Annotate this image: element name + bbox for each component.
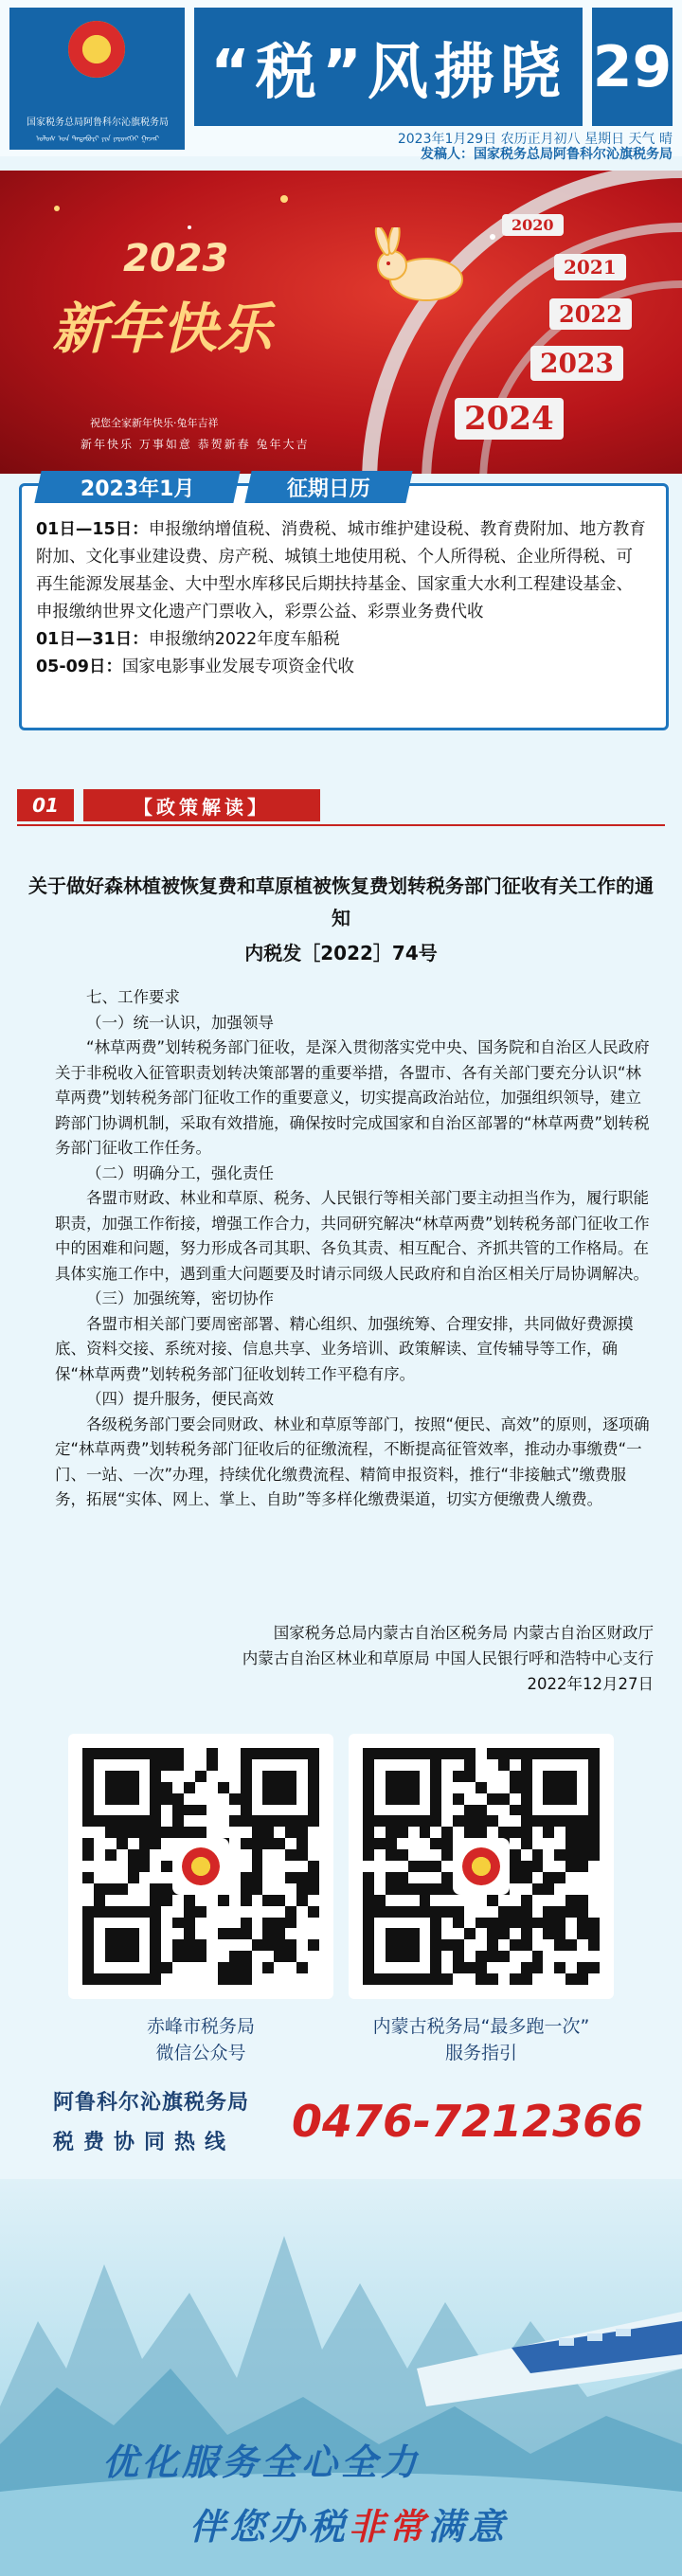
notice-title: 关于做好森林植被恢复费和草原植被恢复费划转税务部门征收有关工作的通知: [28, 874, 654, 929]
signatory-line: 内蒙古自治区林业和草原局 中国人民银行呼和浩特中心支行: [242, 1649, 654, 1667]
banner-greeting: 新年快乐: [52, 297, 273, 361]
hotline-label: 税费协同热线: [53, 2131, 236, 2154]
logo-bureau-name: 国家税务总局阿鲁科尔沁旗税务局: [27, 117, 169, 128]
sub-heading: （二）明确分工，强化责任: [86, 1163, 274, 1182]
notice-document-number: 内税发［2022］74号: [244, 942, 438, 964]
paragraph: 各盟市相关部门要周密部署、精心组织、加强统筹、合理安排，共同做好费源摸底、资料交接、系统对接、信息共享、业务培训、政策解读、宣传辅导等工作，确保“林草两费”划转税务部门征收划转工作平稳有序。: [55, 1314, 634, 1383]
hotline-org: 阿鲁科尔沁旗税务局: [53, 2091, 250, 2115]
sub-heading: （三）加强统筹，密切协作: [86, 1289, 274, 1307]
sub-heading: （四）提升服务，便民高效: [86, 1390, 274, 1408]
calendar-items: [36, 516, 647, 681]
hotline-phone[interactable]: 0476-7212366: [292, 2096, 644, 2147]
issue-number: 29: [592, 8, 673, 126]
qr-card-chifeng: [68, 1734, 333, 1999]
banner-year: 2023: [123, 237, 229, 280]
publisher-line: 发稿人：国家税务总局阿鲁科尔沁旗税务局: [421, 147, 673, 162]
slogan-line-1: 优化服务全心全力: [102, 2441, 422, 2483]
sub-heading: （一）统一认识，加强领导: [86, 1013, 274, 1032]
signature-date: 2022年12月27日: [527, 1675, 654, 1693]
year-tag-2024: 2024: [455, 398, 564, 440]
policy-section-number: 01: [17, 789, 74, 821]
policy-section-label: 【政策解读】: [83, 789, 320, 821]
year-tag-2020: 2020: [502, 214, 564, 236]
signatory-line: 国家税务总局内蒙古自治区税务局 内蒙古自治区财政厅: [273, 1624, 654, 1642]
year-tag-2021: 2021: [554, 254, 626, 280]
banner-small-text: 祝您全家新年快乐·兔年吉祥: [90, 417, 219, 429]
qr-logo-icon: [453, 1838, 510, 1895]
year-tag-2023: 2023: [530, 346, 623, 381]
qr-card-inner-mongolia: [349, 1734, 614, 1999]
notice-body: [55, 985, 654, 1513]
notice-signatories: [55, 1620, 654, 1697]
paragraph: 各级税务部门要会同财政、林业和草原等部门，按照“便民、高效”的原则，逐项确定“林草两费”划转税务部门征收后的征缴流程，不断提高征管效率，推动办事缴费“一门、一站、一次”办理，持续优化缴费流程、精简申报资料，推行“非接触式”缴费服务，拓展“实体、网上、掌上、自助”等多样化缴费渠道，切实方便缴费人缴费。: [55, 1414, 650, 1508]
qr-caption-inner-mongolia: 内蒙古税务局“最多跑一次” 服务指引: [372, 2016, 590, 2063]
year-tag-2022: 2022: [549, 298, 632, 330]
calendar-month-label: 2023年1月: [34, 471, 240, 503]
qr-logo-icon: [172, 1838, 229, 1895]
calendar-item: 01日—31日：申报缴纳2022年度车船税: [36, 630, 340, 649]
banner-wishes: 新年快乐 万事如意 恭贺新春 兔年大吉: [81, 438, 310, 451]
rabbit-icon: [360, 227, 474, 313]
calendar-title-label: 征期日历: [244, 471, 412, 503]
calendar-item: 05-09日：国家电影事业发展专项资金代收: [36, 658, 354, 676]
paragraph: “林草两费”划转税务部门征收，是深入贯彻落实党中央、国务院和自治区人民政府关于非税收入征管职责划转决策部署的重要举措，各盟市、各有关部门要充分认识“林草两费”划转税务部门征收工作的重要意义，切实提高政治站位，加强组织领导，建立跨部门协调机制，采取有效措施，确保按时完成国家和自治区部署的“林草两费”划转税务部门征收工作任务。: [55, 1038, 650, 1157]
policy-divider: [17, 824, 665, 826]
section-heading: 七、工作要求: [86, 988, 180, 1006]
new-year-banner: [0, 171, 682, 474]
slogan-line-2: 伴您办税非常满意: [189, 2506, 509, 2548]
logo-bureau-name-mongolian: ᠤᠯᠤᠰ ᠤᠨ ᠲᠠᠲᠠᠪᠤᠷᠢ ᠶᠢᠨ ᠶᠡᠷᠦᠩᠬᠡᠢ ᠭᠠᠵᠠᠷ: [35, 135, 160, 143]
newsletter-title: “税”风拂晓: [194, 8, 583, 126]
tax-emblem-icon: [68, 21, 125, 78]
date-line: 2023年1月29日 农历正月初八 星期日 天气 晴: [397, 132, 673, 147]
paragraph: 各盟市财政、林业和草原、税务、人民银行等相关部门要主动担当作为，履行职能职责，加强工作衔接，增强工作合力，共同研究解决“林草两费”划转税务部门征收工作中的困难和问题，努力形成各司其职、各负其责、相互配合、齐抓共管的工作格局。在具体实施工作中，遇到重大问题要及时请示同级人民政府和自治区相关厅局协调解决。: [55, 1189, 650, 1283]
qr-caption-chifeng: 赤峰市税务局 微信公众号: [146, 2016, 255, 2063]
calendar-item: 01日—15日：申报缴纳增值税、消费税、城市维护建设税、教育费附加、地方教育附加、文化事业建设费、房产税、城镇土地使用税、个人所得税、企业所得税、可再生能源发展基金、大中型水库移民后期扶持基金、国家重大水利工程建设基金、申报缴纳世界文化遗产门票收入，彩票公益、彩票业务费代收: [36, 520, 646, 621]
